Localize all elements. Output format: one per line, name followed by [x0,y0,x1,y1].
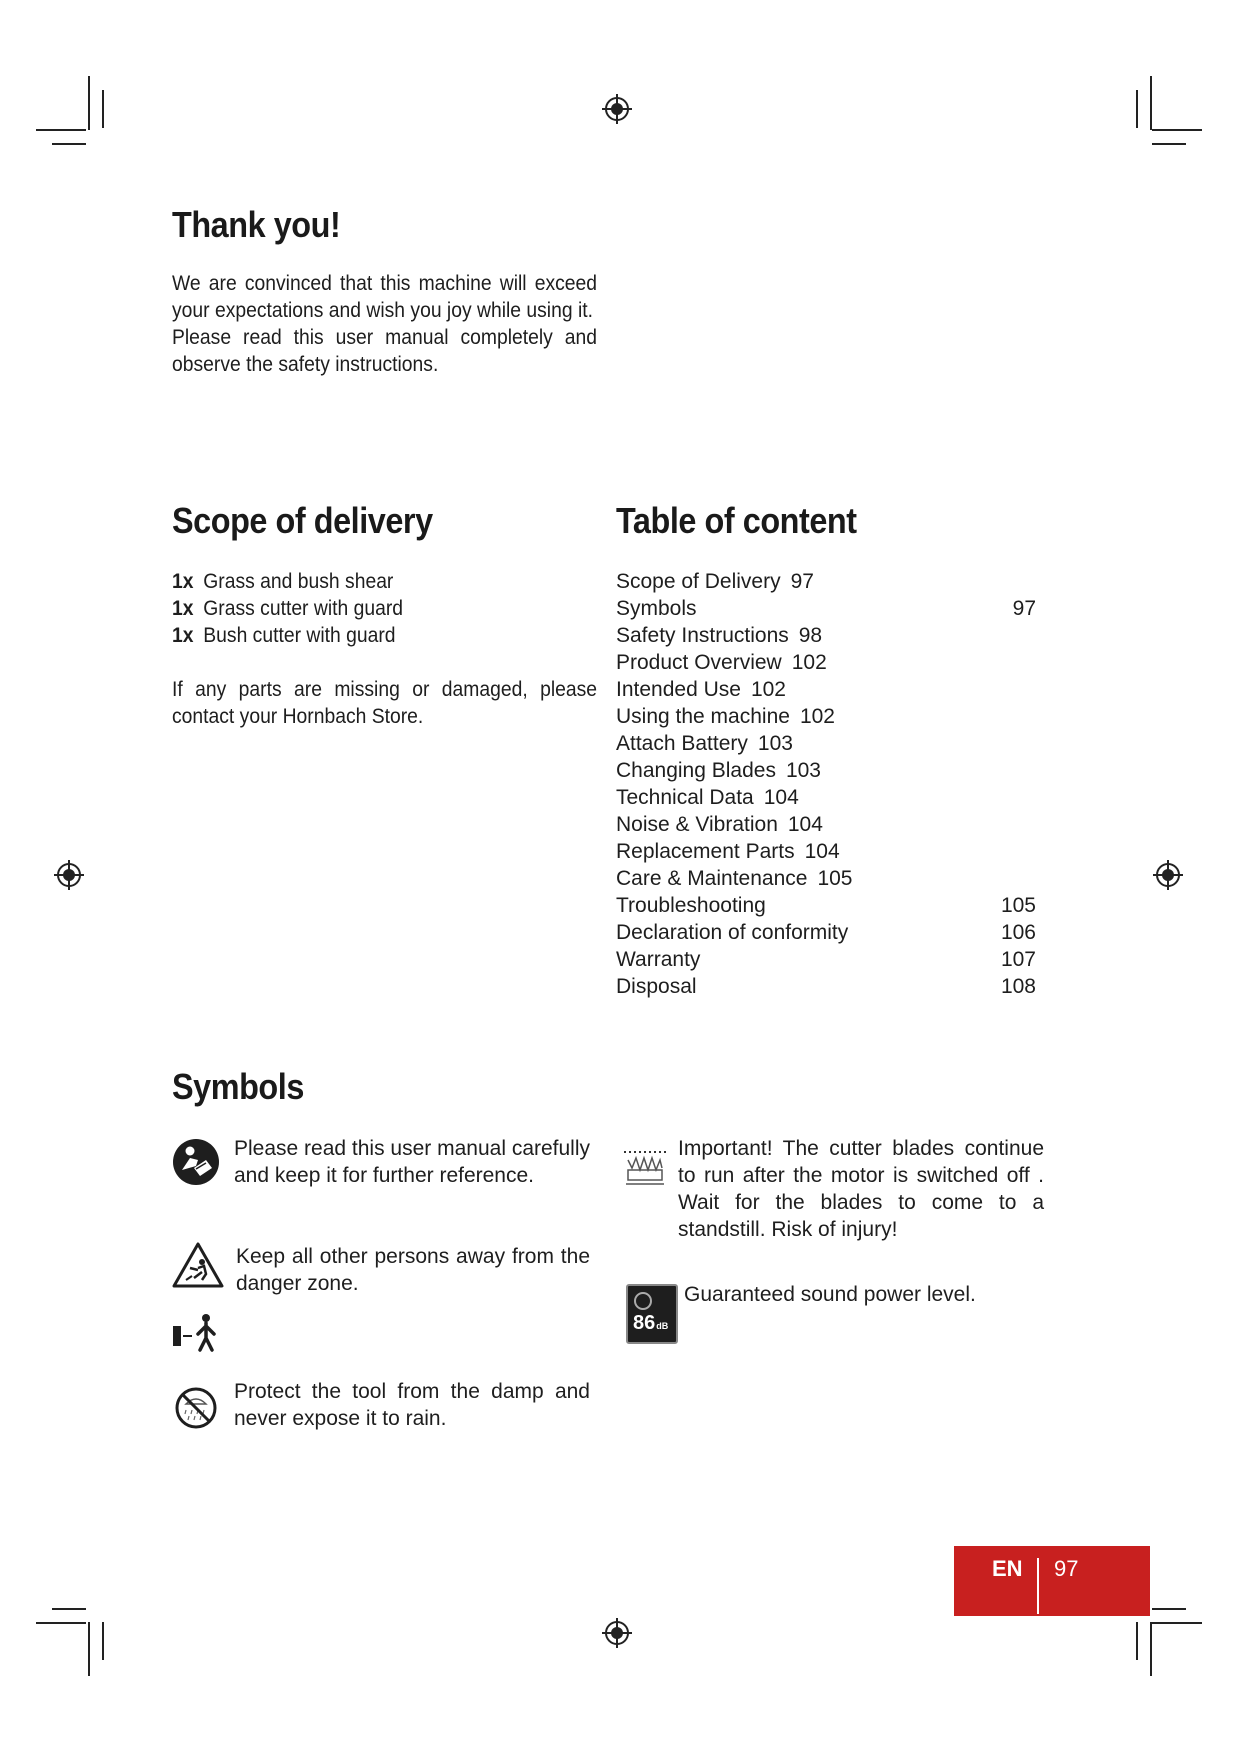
toc-entry-page: 98 [798,624,823,647]
sound-level-value [633,1312,668,1335]
toc-entry[interactable] [616,946,1036,973]
sound-unit: dB [656,1321,669,1331]
toc-entry[interactable] [616,595,1036,622]
item-label: Grass and bush shear [203,570,394,593]
list-item [172,595,403,622]
toc-entry-label: Safety Instructions [616,624,789,647]
symbol-blades-text: Important! The cutter blades continue to run after the motor is switched off . Wait for the blades to come to a standstill. Risk of injury! [678,1137,1044,1241]
item-quantity: 1x [172,624,194,647]
crop-mark [102,1622,104,1660]
toc-entry-page: 108 [1000,975,1036,998]
thank-you-title: Thank you! [172,204,341,245]
toc-title: Table of content [616,500,857,541]
crop-mark [1152,1608,1186,1610]
crop-mark [52,1608,86,1610]
crop-mark [1150,1622,1152,1676]
toc-entry-label: Attach Battery [616,732,748,755]
toc-entry[interactable] [616,703,1036,730]
warning-triangle-icon [172,1242,224,1288]
thank-you-paragraph: Please read this user manual completely and observe the safety instructions. [172,326,598,376]
crop-mark [1152,143,1186,145]
crop-mark [1136,1622,1138,1660]
crop-mark [36,1622,86,1624]
toc-entry[interactable] [616,865,1036,892]
toc-entry[interactable] [616,649,1036,676]
toc-entry-label: Intended Use [616,678,741,701]
crop-mark [1150,76,1152,130]
toc-entry-page: 102 [791,651,827,674]
toc-entry[interactable] [616,838,1036,865]
toc-entry-label: Noise & Vibration [616,813,778,836]
symbol-sound-text: Guaranteed sound power level. [684,1283,976,1306]
registration-mark-icon [54,860,84,890]
toc-entry[interactable] [616,973,1036,1000]
toc-entry-label: Warranty [616,948,701,971]
symbol-read-manual-text: Please read this user manual carefully and keep it for further reference. [234,1137,591,1187]
toc-entry-page: 97 [790,570,814,593]
toc-entry-label: Troubleshooting [616,894,766,917]
list-item [172,622,403,649]
read-manual-icon [172,1138,220,1186]
crop-mark [52,143,86,145]
thank-you-text [172,270,597,378]
registration-mark-icon [602,1618,632,1648]
toc-entry-label: Scope of Delivery [616,570,781,593]
language-label: EN [992,1556,1023,1581]
toc-entry-page: 102 [799,705,835,728]
toc-entry[interactable] [616,784,1036,811]
blades-running-icon [622,1148,668,1186]
toc-entry[interactable] [616,622,1036,649]
scope-title: Scope of delivery [172,500,433,541]
crop-mark [36,129,86,131]
delivery-list [172,568,403,649]
symbol-rain-text: Protect the tool from the damp and never expose it to rain. [234,1380,590,1430]
toc-entry-page: 103 [757,732,793,755]
toc-entry-label: Care & Maintenance [616,867,808,890]
thank-you-paragraph: We are convinced that this machine will exceed your expectations and wish you joy while using it. [172,272,598,322]
crop-mark [1152,1622,1202,1624]
symbol-keep-away-text: Keep all other persons away from the danger zone. [236,1245,590,1295]
crop-mark [88,1622,90,1676]
item-label: Bush cutter with guard [203,624,396,647]
registration-mark-icon [602,94,632,124]
toc-entry[interactable] [616,919,1036,946]
no-rain-icon [174,1386,218,1430]
crop-mark [1136,90,1138,128]
toc-entry-page: 102 [750,678,786,701]
page-number: 97 [1054,1556,1079,1581]
sound-level-icon [626,1284,678,1344]
keep-distance-icon [172,1312,218,1352]
toc-entry-label: Declaration of conformity [616,921,849,944]
crop-mark [102,90,104,128]
sound-value: 86 [633,1312,656,1334]
toc-entry-label: Symbols [616,597,697,620]
toc-entry-label: Replacement Parts [616,840,795,863]
toc-entry-label: Technical Data [616,786,754,809]
toc-entry-label: Changing Blades [616,759,776,782]
toc-entry-page: 106 [1000,921,1036,944]
scope-note-text: If any parts are missing or damaged, please contact your Hornbach Store. [172,678,598,728]
toc-entry-label: Disposal [616,975,697,998]
toc-entry-page: 104 [763,786,799,809]
toc-entry[interactable] [616,757,1036,784]
table-of-contents [616,568,1036,1000]
toc-entry-page: 107 [1000,948,1036,971]
item-quantity: 1x [172,597,194,620]
scope-note [172,676,597,730]
toc-entry-label: Using the machine [616,705,790,728]
toc-entry-page: 105 [817,867,853,890]
sound-level-symbol [634,1292,652,1310]
crop-mark [1152,129,1202,131]
toc-entry[interactable] [616,676,1036,703]
symbols-title: Symbols [172,1066,304,1107]
registration-mark-icon [1153,860,1183,890]
list-item [172,568,403,595]
toc-entry-page: 103 [785,759,821,782]
item-label: Grass cutter with guard [203,597,404,620]
page-footer-tab [954,1546,1150,1616]
toc-entry[interactable] [616,730,1036,757]
item-quantity: 1x [172,570,194,593]
toc-entry-label: Product Overview [616,651,782,674]
toc-entry[interactable] [616,568,1036,595]
toc-entry-page: 104 [787,813,823,836]
footer-divider [1037,1558,1039,1614]
toc-entry[interactable] [616,811,1036,838]
toc-entry-page: 97 [1012,597,1036,620]
crop-mark [88,76,90,130]
toc-entry-page: 104 [804,840,840,863]
toc-entry-page: 105 [1000,894,1036,917]
toc-entry[interactable] [616,892,1036,919]
